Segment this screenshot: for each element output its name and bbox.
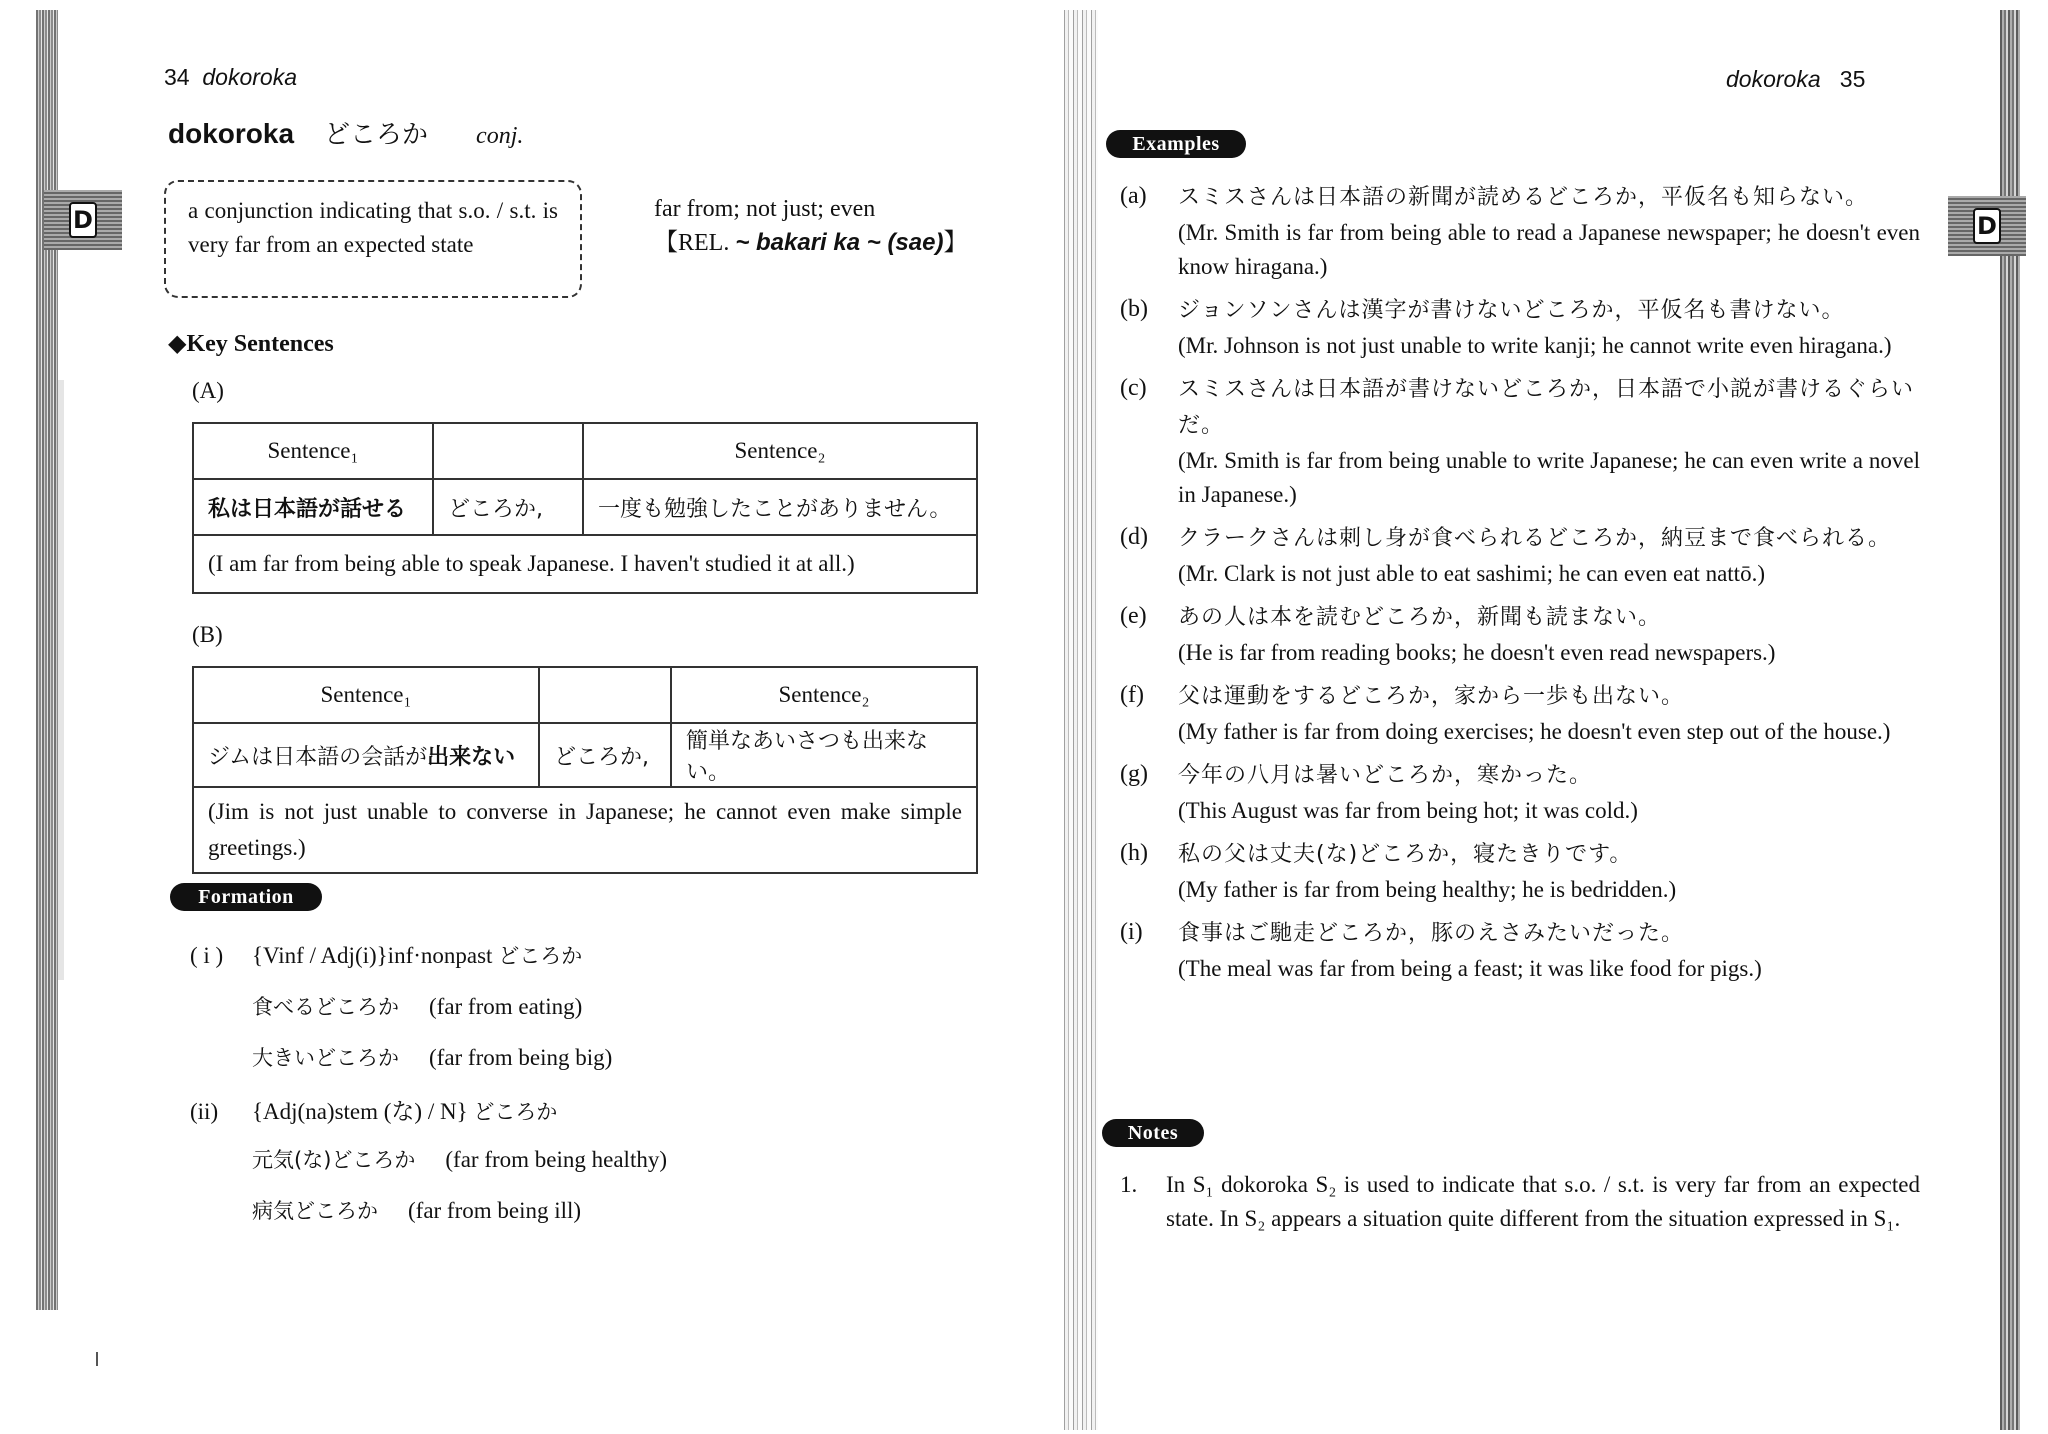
header-middle (433, 423, 583, 479)
entry-heading (168, 114, 523, 151)
list-item (1120, 837, 1920, 907)
formation-example: 元気(な)どころか (far from being healthy) (252, 1147, 667, 1172)
formation-rule-i (190, 940, 667, 991)
rule-number: (ii) (190, 1099, 219, 1124)
running-head-title-right: dokoroka (1726, 66, 1821, 92)
list-item (1120, 293, 1920, 363)
meaning-block (654, 192, 967, 260)
example-japanese: スミスさんは日本語が書けないどころか，日本語で小説が書けるぐらいだ。 (1178, 377, 1915, 438)
examples-list (1120, 180, 1920, 995)
list-item (1120, 372, 1920, 512)
example-japanese: あの人は本を読むどころか，新聞も読まない。 (1178, 605, 1662, 630)
example-english: (Mr. Smith is far from being able to read a Japanese newspaper; he doesn't even know hiragana.) (1178, 220, 1920, 279)
header-sentence1: Sentence₁ (193, 667, 539, 723)
entry-word: dokoroka (168, 118, 295, 149)
scan-gutter (1064, 10, 1098, 1430)
note-item (1120, 1168, 1920, 1236)
related-expression: 【REL. ~ bakari ka ~ (sae)】 (654, 229, 968, 256)
scan-edge-left-inner (58, 380, 64, 980)
related-expression-form: ~ bakari ka ~ (sae) (735, 229, 944, 256)
list-item (1120, 679, 1920, 749)
header-sentence2: Sentence₂ (671, 667, 977, 723)
example-japanese: クラークさんは刺し身が食べられるどころか，納豆まで食べられる。 (1178, 526, 1892, 551)
sentence1-cell: 私は日本語が話せる (193, 479, 433, 535)
list-item (1120, 521, 1920, 591)
example-japanese: 今年の八月は暑いどころか，寒かった。 (1178, 763, 1593, 788)
example-english: (My father is far from being healthy; he is bedridden.) (1178, 877, 1677, 902)
formation-example: 食べるどころか (far from eating) (252, 994, 583, 1019)
table-header-row (193, 423, 977, 479)
table-header-row (193, 667, 977, 723)
example-japanese: ジョンソンさんは漢字が書けないどころか，平仮名も書けない。 (1178, 298, 1845, 323)
key-sentence-b-label: (B) (192, 622, 223, 647)
formation-example: 大きいどころか (far from being big) (252, 1045, 613, 1070)
rule-number: ( i ) (190, 943, 224, 968)
definition-box: a conjunction indicating that s.o. / s.t. is very far from an expected state (164, 180, 582, 298)
example-japanese: 食事はご馳走どころか，豚のえさみたいだった。 (1178, 921, 1685, 946)
key-sentence-a-table (192, 422, 978, 594)
example-label: (f) (1120, 682, 1144, 708)
header-sentence2: Sentence₂ (583, 423, 977, 479)
example-japanese: スミスさんは日本語の新聞が読めるどころか，平仮名も知らない。 (1178, 185, 1869, 210)
notes-label: Notes (1102, 1119, 1204, 1147)
thumb-tab-letter: D (69, 202, 97, 238)
list-item (1120, 916, 1920, 986)
header-sentence1: Sentence₁ (193, 423, 433, 479)
example-english: (This August was far from being hot; it was cold.) (1178, 798, 1638, 823)
table-row (193, 479, 977, 535)
entry-part-of-speech: conj. (476, 123, 524, 149)
rule-japanese: どころか (498, 944, 583, 968)
example-label: (d) (1120, 524, 1148, 550)
conjunction-cell: どころか, (539, 723, 671, 787)
list-item (1120, 758, 1920, 828)
sentence2-cell: 一度も勉強したことがありません。 (583, 479, 977, 535)
example-english: (Mr. Clark is not just able to eat sashimi; he can even eat nattō.) (1178, 561, 1765, 586)
example-english: (The meal was far from being a feast; it was like food for pigs.) (1178, 956, 1762, 981)
table-row (193, 787, 977, 873)
running-head-title-left: dokoroka (202, 64, 297, 90)
example-japanese: 父は運動をするどころか，家から一歩も出ない。 (1178, 684, 1685, 709)
rule-pattern: {Adj(na)stem (な) / N} (252, 1099, 468, 1124)
conjunction-cell: どころか, (433, 479, 583, 535)
table-row (193, 723, 977, 787)
examples-label: Examples (1106, 130, 1246, 158)
example-label: (a) (1120, 183, 1147, 209)
example-label: (b) (1120, 296, 1148, 322)
list-item (1120, 600, 1920, 670)
running-head-right (1726, 66, 1865, 93)
formation-list (190, 940, 667, 1246)
rule-japanese: どころか (473, 1100, 558, 1124)
example-japanese: 私の父は丈夫(な)どころか，寝たきりです。 (1178, 842, 1633, 867)
thumb-index-tab-left (44, 190, 122, 250)
page-number-right: 35 (1839, 66, 1866, 92)
translation-cell: (Jim is not just unable to converse in Japanese; he cannot even make simple greetings.) (193, 787, 977, 873)
header-middle (539, 667, 671, 723)
sentence2-cell: 簡単なあいさつも出来ない。 (671, 723, 977, 787)
formation-label: Formation (170, 883, 322, 911)
example-english: (Mr. Johnson is not just unable to write kanji; he cannot write even hiragana.) (1178, 333, 1892, 358)
thumb-tab-letter: D (1973, 208, 2001, 244)
note-number: 1. (1120, 1172, 1138, 1197)
example-english: (Mr. Smith is far from being unable to write Japanese; he can even write a novel in Japanese.) (1178, 448, 1920, 507)
key-sentences-heading: ◆Key Sentences (168, 331, 334, 357)
note-text: In S₁ dokoroka S₂ is used to indicate that s.o. / s.t. is very far from an expected state. In S₂ appears a situation quite different from the situation expressed in S₁. (1166, 1172, 1920, 1231)
key-sentence-b-table (192, 666, 978, 874)
example-label: (g) (1120, 761, 1148, 787)
example-label: (h) (1120, 840, 1148, 866)
entry-japanese: どころか (324, 120, 429, 150)
example-label: (e) (1120, 603, 1147, 629)
rule-pattern: {Vinf / Adj(i)}inf·nonpast (252, 943, 493, 968)
example-english: (My father is far from doing exercises; he doesn't even step out of the house.) (1178, 719, 1891, 744)
translation-cell: (I am far from being able to speak Japanese. I haven't studied it at all.) (193, 535, 977, 593)
sentence1-cell: ジムは日本語の会話が出来ない (193, 723, 539, 787)
example-label: (i) (1120, 919, 1143, 945)
scan-speck (96, 1352, 98, 1366)
formation-example: 病気どころか (far from being ill) (252, 1198, 582, 1223)
key-sentence-a-label: (A) (192, 378, 224, 403)
thumb-index-tab-right (1948, 196, 2026, 256)
example-english: (He is far from reading books; he doesn't even read newspapers.) (1178, 640, 1776, 665)
table-row (193, 535, 977, 593)
formation-rule-ii (190, 1093, 667, 1144)
list-item (1120, 180, 1920, 284)
example-label: (c) (1120, 375, 1147, 401)
english-meaning: far from; not just; even (654, 196, 876, 222)
page-number-left: 34 (164, 64, 190, 90)
running-head-left (164, 64, 297, 91)
